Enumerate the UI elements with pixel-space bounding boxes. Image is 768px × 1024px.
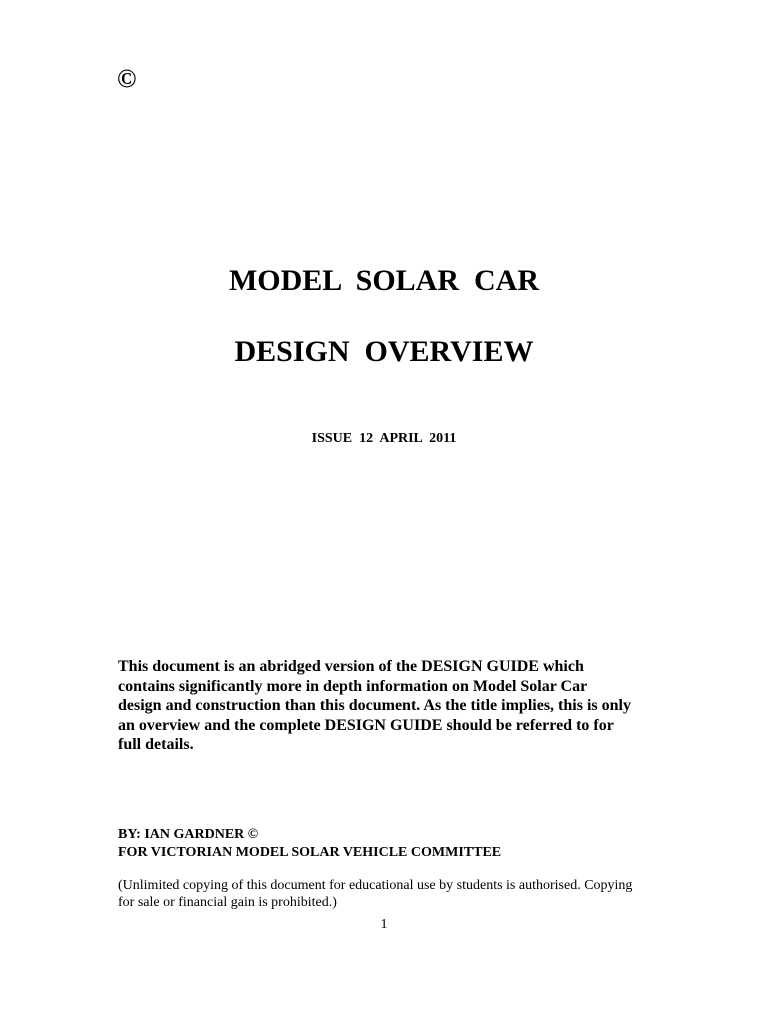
- abstract-line: design and construction than this document. As the title implies, this is only: [118, 697, 631, 714]
- copying-notice: [118, 877, 658, 911]
- copyright-symbol: ©: [117, 64, 137, 93]
- issue-date: ISSUE 12 APRIL 2011: [311, 431, 457, 446]
- byline: [118, 826, 501, 862]
- page-number: 1: [380, 917, 388, 932]
- abstract-paragraph: [118, 657, 658, 755]
- notice-line: (Unlimited copying of this document for educational use by students is authorised. Copying: [118, 878, 633, 893]
- abstract-line: an overview and the complete DESIGN GUIDE should be referred to for: [118, 716, 614, 734]
- notice-line: for sale or financial gain is prohibited.): [118, 895, 337, 910]
- document-title-line-1: MODEL SOLAR CAR: [228, 264, 540, 297]
- committee-line: FOR VICTORIAN MODEL SOLAR VEHICLE COMMITTEE: [118, 845, 502, 860]
- abstract-line: contains significantly more in depth information on Model Solar Car: [118, 677, 588, 695]
- author-line: BY: IAN GARDNER ©: [118, 827, 259, 842]
- document-title-line-2: DESIGN OVERVIEW: [234, 335, 534, 368]
- abstract-line: This document is an abridged version of the DESIGN GUIDE which: [118, 658, 584, 675]
- abstract-line: full details.: [118, 736, 194, 753]
